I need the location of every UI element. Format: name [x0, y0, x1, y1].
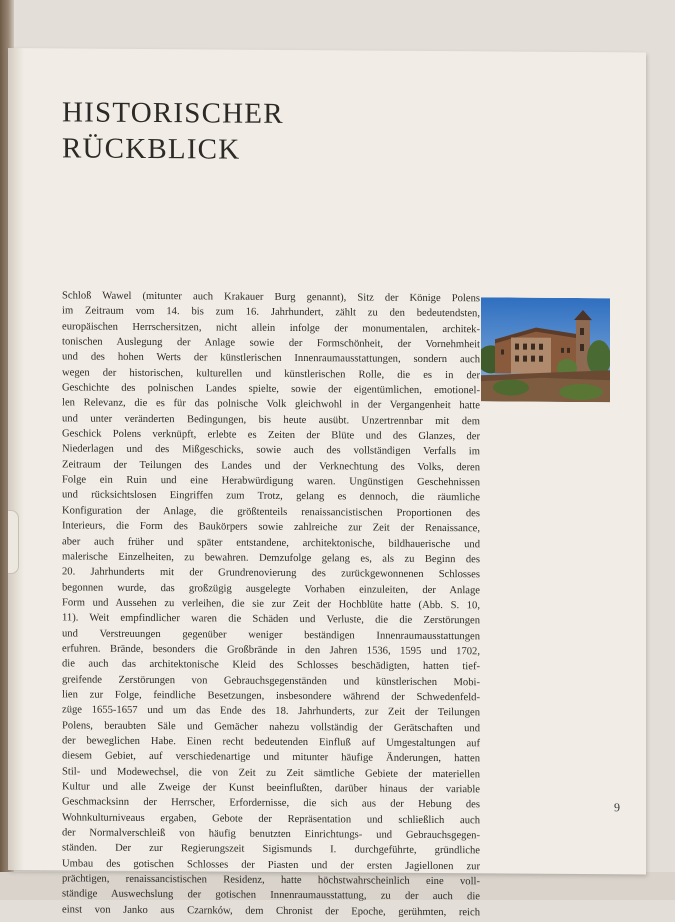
- body-line: wegen der historischen, kulturellen und künstlerischen Rolle, die es in der: [62, 367, 480, 382]
- body-line: ständige Auswechslung der gotischen Innenraumausstattung, zu der auch die: [62, 888, 480, 903]
- body-line: Kultur und alle Zweige der Kunst beeinflußten, darüber hinaus der variable: [62, 781, 480, 796]
- body-line: diesem Gebiet, auf verschiedenartige und mitunter häufige Änderungen, hatten: [62, 750, 480, 765]
- chapter-title: [62, 94, 284, 168]
- body-line: Schloß Wawel (mitunter auch Krakauer Burg genannt), Sitz der Könige Polens: [62, 290, 480, 305]
- body-line: aber auch früher und später entstandene, architektonische, bildhauerische und: [62, 535, 480, 550]
- body-line: Konfiguration der Anlage, die größtenteils renaissancistischen Proportionen des: [62, 505, 480, 520]
- body-line: einst von Janko aus Czarnków, dem Chronist der Epoche, gerühmten, reich: [62, 904, 480, 919]
- body-line: Polens, beraubten Säle und Gemächer nahezu vollständig der Gerätschaften und: [62, 720, 480, 734]
- body-line: Wohnkulturniveaus ergaben, Gebote der Repräsentation und schließlich auch: [62, 812, 480, 826]
- body-line: der Normalverschleiß von häufig benutzten Einrichtungs- und Gebrauchsgegen-: [62, 827, 480, 842]
- body-line: ständen. Der zur Regierungszeit Sigismunds I. durchgeführte, gründliche: [62, 842, 480, 857]
- chapter-title-line-1: HISTORISCHER: [62, 96, 284, 130]
- body-paragraph: [62, 288, 480, 920]
- castle-photo: [481, 297, 610, 402]
- body-line: tonischen Auslegung der Anlage sowie der Formschönheit, der Vornehmheit: [62, 336, 480, 351]
- body-line: Geschick Polens verknüpft, erlebte es Zeiten der Blüte und des Glanzes, der: [62, 428, 480, 443]
- body-line: prächtigen, renaissancistischen Residenz, hatte höchstwahrscheinlich eine voll-: [62, 873, 480, 888]
- body-line: züge 1655-1657 und um das Ende des 18. Jahrhunderts, zur Zeit der Teilungen: [62, 704, 480, 719]
- chapter-title-line-2: RÜCKBLICK: [62, 132, 241, 166]
- book-page: [8, 48, 646, 919]
- body-line: und rücksichtslosen Eingriffen zum Trotz, gelang es dennoch, die räumliche: [62, 489, 480, 504]
- gutter-shade: [8, 48, 24, 870]
- body-line: 20. Jahrhunderts mit der Grundrenovierung des zurückgewonnenen Schlosses: [62, 566, 480, 581]
- body-line: Niederlagen und des Mißgeschicks, sowie auch des vollständigen Verfalls im: [62, 443, 480, 458]
- body-line: erfuhren. Brände, besonders die Großbrände in den Jahren 1536, 1595 und 1702,: [62, 643, 480, 658]
- body-line: Folge ein Ruin und eine Herabwürdigung waren. Ungünstigen Geschehnissen: [62, 474, 480, 489]
- body-line: malerische Einzelheiten, zu bewahren. Demzufolge gelang es, als zu Beginn des: [62, 551, 480, 566]
- body-line: der beweglichen Habe. Einen recht bedeutenden Einfluß auf Umgestaltungen auf: [62, 735, 480, 750]
- body-line: und Verstreuungen gegenüber weniger beständigen Innenraumausstattungen: [62, 627, 480, 642]
- body-line: die auch das architektonische Kleid des Schlosses beschädigten, hatten tief-: [62, 658, 480, 673]
- body-line: im Zeitraum vom 14. bis zum 16. Jahrhundert, zählt zu den bedeutendsten,: [62, 305, 480, 320]
- body-line: begonnen wurde, das großzügig ausgelegte Vorhaben einzuleiten, der Anlage: [62, 581, 480, 596]
- body-line: Form und Aussehen zu verleihen, die sie zur Zeit der Hochblüte hatte (Abb. S. 10,: [62, 597, 480, 612]
- body-line: und unter veränderten Bedingungen, bis heute ausübt. Unzertrennbar mit dem: [62, 413, 480, 428]
- body-line: europäischen Herrschersitzen, nicht allein infolge der monumentalen, architek-: [62, 321, 480, 335]
- body-line: lien zur Folge, feindliche Besetzungen, insbesondere während der Schwedenfeld-: [62, 689, 480, 704]
- body-line: greifende Zerstörungen von Gebrauchsgegenständen und künstlerischen Mobi-: [62, 673, 480, 688]
- page-number: 9: [614, 800, 620, 815]
- body-line: Geschichte des polnischen Landes spielte, sowie der eigentümlichen, emotionel-: [62, 382, 480, 397]
- body-line: Umbau des gotischen Schlosses der Piasten und der ersten Jagiellonen zur: [62, 858, 480, 873]
- body-line: Interieurs, die Form des Baukörpers sowie zahlreiche zur Zeit der Renaissance,: [62, 520, 480, 535]
- body-line: Stil- und Modewechsel, die von Zeit zu Zeit sämtliche Gebiete der materiellen: [62, 766, 480, 780]
- body-line: 11). Weit empfindlicher waren die Schäden und Verluste, die die Zerstörungen: [62, 612, 480, 627]
- body-line: und des hohen Werts der künstlerischen Innenraumausstattungen, sondern auch: [62, 351, 480, 366]
- body-line: Zeitraum der Teilungen des Landes und der Verknechtung des Volks, deren: [62, 459, 480, 474]
- body-line: len Relevanz, die es für das polnische Volk gleichwohl in der Vergangenheit hatte: [62, 397, 480, 412]
- body-line: Geschmacksinn der Herrscher, Erfordernisse, die sich aus der Hebung des: [62, 796, 480, 811]
- castle-photo-illustration: [481, 297, 610, 402]
- page-tab-notch: [8, 510, 19, 574]
